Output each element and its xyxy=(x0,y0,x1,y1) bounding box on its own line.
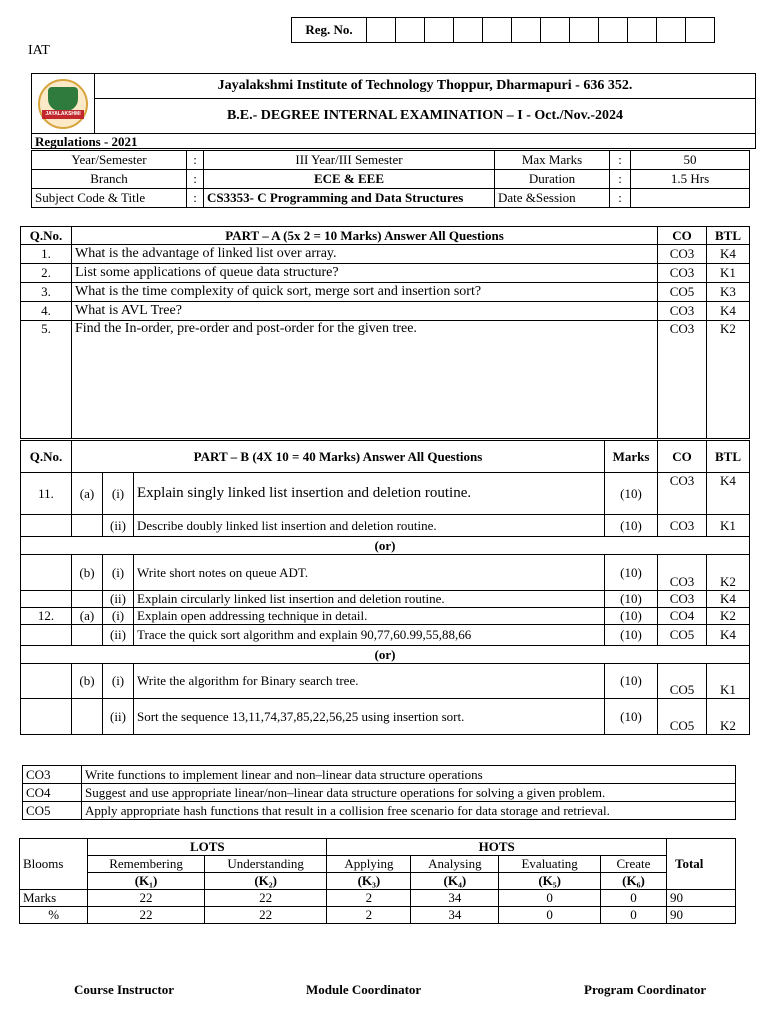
reg-no-box[interactable] xyxy=(686,18,715,43)
question-marks: (10) xyxy=(605,625,658,646)
question-text: Trace the quick sort algorithm and explain 90,77,60.99,55,88,66 xyxy=(134,625,605,646)
row-label: Marks xyxy=(20,890,88,907)
cell-value: 22 xyxy=(204,907,327,924)
cell-value: 22 xyxy=(88,890,205,907)
question-btl: K4 xyxy=(707,245,750,264)
colon: : xyxy=(187,170,204,189)
question-btl: K4 xyxy=(707,591,750,608)
colon: : xyxy=(187,151,204,170)
question-text: What is AVL Tree? xyxy=(72,302,658,321)
question-text: Find the In-order, pre-order and post-order for the given tree. xyxy=(72,321,658,439)
question-btl: K2 xyxy=(707,608,750,625)
reg-no-box[interactable] xyxy=(425,18,454,43)
cell-value: 2 xyxy=(327,907,411,924)
question-marks: (10) xyxy=(605,473,658,515)
question-btl: K2 xyxy=(707,321,750,439)
level-name: Analysing xyxy=(411,856,499,873)
question-number: 12. xyxy=(21,608,72,625)
question-number: 3. xyxy=(21,283,72,302)
question-btl: K4 xyxy=(707,625,750,646)
level-code: (K₅) xyxy=(499,873,601,890)
question-text: Explain open addressing technique in detail. xyxy=(134,608,605,625)
level-code: (K₆) xyxy=(600,873,666,890)
exam-title: B.E.- DEGREE INTERNAL EXAMINATION – I - Oct./Nov.-2024 xyxy=(95,99,756,134)
subject-label: Subject Code & Title xyxy=(32,189,187,208)
cell-value: 0 xyxy=(499,907,601,924)
part-a-table xyxy=(20,226,750,439)
question-number xyxy=(21,591,72,608)
reg-no-box[interactable] xyxy=(512,18,541,43)
question-number: 1. xyxy=(21,245,72,264)
question-number xyxy=(21,625,72,646)
question-text: What is the advantage of linked list over array. xyxy=(72,245,658,264)
table-row xyxy=(23,802,736,820)
question-part xyxy=(72,515,103,537)
question-btl: K4 xyxy=(707,302,750,321)
question-co: CO5 xyxy=(658,699,707,735)
reg-no-table xyxy=(291,17,715,43)
logo-cell xyxy=(32,74,95,134)
question-text: List some applications of queue data structure? xyxy=(72,264,658,283)
question-part: (b) xyxy=(72,555,103,591)
question-co: CO5 xyxy=(658,625,707,646)
year-value: III Year/III Semester xyxy=(204,151,495,170)
table-row xyxy=(21,555,750,591)
table-row xyxy=(21,245,750,264)
co-description: Apply appropriate hash functions that result in a collision free scenario for data storage and retrieval. xyxy=(82,802,736,820)
question-number xyxy=(21,515,72,537)
question-co: CO3 xyxy=(658,473,707,515)
table-row xyxy=(21,302,750,321)
table-row xyxy=(21,473,750,515)
regulations: Regulations - 2021 xyxy=(32,134,756,149)
question-co: CO3 xyxy=(658,591,707,608)
year-label: Year/Semester xyxy=(32,151,187,170)
institute-name: Jayalakshmi Institute of Technology Thoppur, Dharmapuri - 636 352. xyxy=(95,74,756,99)
reg-no-box[interactable] xyxy=(483,18,512,43)
table-row xyxy=(23,784,736,802)
question-text: Write the algorithm for Binary search tree. xyxy=(134,664,605,699)
question-number: 2. xyxy=(21,264,72,283)
reg-no-box[interactable] xyxy=(454,18,483,43)
reg-no-box[interactable] xyxy=(657,18,686,43)
exam-info-table xyxy=(31,150,750,208)
blooms-label: Blooms xyxy=(20,839,88,890)
row-label: % xyxy=(20,907,88,924)
btl-header: BTL xyxy=(707,441,750,473)
co-code: CO3 xyxy=(23,766,82,784)
co-description: Suggest and use appropriate linear/non–linear data structure operations for solving a given problem. xyxy=(82,784,736,802)
cell-value: 2 xyxy=(327,890,411,907)
table-row xyxy=(23,766,736,784)
question-co: CO4 xyxy=(658,608,707,625)
question-part xyxy=(72,699,103,735)
part-b-title: PART – B (4X 10 = 40 Marks) Answer All Questions xyxy=(72,441,605,473)
question-btl: K1 xyxy=(707,264,750,283)
table-row xyxy=(21,264,750,283)
total-header: Total xyxy=(667,839,736,890)
question-subpart: (ii) xyxy=(103,515,134,537)
table-row xyxy=(20,890,736,907)
cell-value: 0 xyxy=(600,907,666,924)
max-marks-label: Max Marks xyxy=(495,151,610,170)
question-text: Sort the sequence 13,11,74,37,85,22,56,25 using insertion sort. xyxy=(134,699,605,735)
question-marks: (10) xyxy=(605,699,658,735)
question-part: (a) xyxy=(72,473,103,515)
btl-header: BTL xyxy=(707,227,750,245)
date-label: Date &Session xyxy=(495,189,610,208)
reg-no-box[interactable] xyxy=(541,18,570,43)
question-number xyxy=(21,664,72,699)
or-separator: (or) xyxy=(21,537,750,555)
program-coordinator-signature: Program Coordinator xyxy=(584,982,707,997)
level-name: Evaluating xyxy=(499,856,601,873)
level-code: (K₂) xyxy=(204,873,327,890)
cell-total: 90 xyxy=(667,890,736,907)
table-row xyxy=(21,321,750,439)
question-number: 5. xyxy=(21,321,72,439)
or-separator: (or) xyxy=(21,646,750,664)
co-header: CO xyxy=(658,441,707,473)
level-name: Applying xyxy=(327,856,411,873)
reg-no-box[interactable] xyxy=(396,18,425,43)
module-coordinator-signature: Module Coordinator xyxy=(306,982,422,997)
question-part: (a) xyxy=(72,608,103,625)
question-btl: K4 xyxy=(707,473,750,515)
question-co: CO3 xyxy=(658,302,707,321)
question-co: CO3 xyxy=(658,555,707,591)
reg-no-box[interactable] xyxy=(367,18,396,43)
institution-header xyxy=(31,73,756,149)
question-subpart: (ii) xyxy=(103,591,134,608)
duration-label: Duration xyxy=(495,170,610,189)
max-marks-value: 50 xyxy=(631,151,750,170)
question-subpart: (ii) xyxy=(103,625,134,646)
colon: : xyxy=(610,151,631,170)
cell-value: 34 xyxy=(411,890,499,907)
co-code: CO5 xyxy=(23,802,82,820)
reg-no-box[interactable] xyxy=(628,18,657,43)
cell-total: 90 xyxy=(667,907,736,924)
question-part: (b) xyxy=(72,664,103,699)
question-btl: K1 xyxy=(707,515,750,537)
co-description: Write functions to implement linear and non–linear data structure operations xyxy=(82,766,736,784)
question-marks: (10) xyxy=(605,591,658,608)
course-instructor-signature: Course Instructor xyxy=(74,982,175,997)
table-row xyxy=(20,907,736,924)
cell-value: 34 xyxy=(411,907,499,924)
table-row xyxy=(21,608,750,625)
cell-value: 0 xyxy=(600,890,666,907)
level-code: (K₃) xyxy=(327,873,411,890)
level-name: Remembering xyxy=(88,856,205,873)
date-value xyxy=(631,189,750,208)
table-row xyxy=(21,699,750,735)
question-text: What is the time complexity of quick sort, merge sort and insertion sort? xyxy=(72,283,658,302)
question-text: Write short notes on queue ADT. xyxy=(134,555,605,591)
branch-value: ECE & EEE xyxy=(204,170,495,189)
question-marks: (10) xyxy=(605,608,658,625)
question-marks: (10) xyxy=(605,555,658,591)
colon: : xyxy=(610,170,631,189)
question-subpart: (i) xyxy=(103,555,134,591)
question-btl: K1 xyxy=(707,664,750,699)
subject-value: CS3353- C Programming and Data Structures xyxy=(204,189,495,208)
question-marks: (10) xyxy=(605,515,658,537)
qno-header: Q.No. xyxy=(21,227,72,245)
level-name: Understanding xyxy=(204,856,327,873)
question-subpart: (ii) xyxy=(103,699,134,735)
colon: : xyxy=(610,189,631,208)
question-subpart: (i) xyxy=(103,473,134,515)
qno-header: Q.No. xyxy=(21,441,72,473)
exam-tag: IAT xyxy=(28,43,50,58)
question-co: CO3 xyxy=(658,321,707,439)
question-subpart: (i) xyxy=(103,664,134,699)
question-text: Explain singly linked list insertion and deletion routine. xyxy=(134,473,605,515)
level-name: Create xyxy=(600,856,666,873)
question-btl: K2 xyxy=(707,699,750,735)
hots-header: HOTS xyxy=(327,839,667,856)
table-row xyxy=(21,591,750,608)
part-a-title: PART – A (5x 2 = 10 Marks) Answer All Questions xyxy=(72,227,658,245)
level-code: (K₁) xyxy=(88,873,205,890)
question-co: CO5 xyxy=(658,664,707,699)
question-number: 11. xyxy=(21,473,72,515)
part-b-table xyxy=(20,440,750,735)
marks-header: Marks xyxy=(605,441,658,473)
duration-value: 1.5 Hrs xyxy=(631,170,750,189)
question-marks: (10) xyxy=(605,664,658,699)
question-number xyxy=(21,555,72,591)
colon: : xyxy=(187,189,204,208)
table-row xyxy=(21,625,750,646)
co-code: CO4 xyxy=(23,784,82,802)
question-co: CO5 xyxy=(658,283,707,302)
branch-label: Branch xyxy=(32,170,187,189)
table-row xyxy=(21,515,750,537)
table-row xyxy=(21,664,750,699)
cell-value: 22 xyxy=(88,907,205,924)
course-outcomes-table xyxy=(22,765,736,820)
blooms-table xyxy=(19,838,736,924)
question-co: CO3 xyxy=(658,264,707,283)
question-subpart: (i) xyxy=(103,608,134,625)
table-row xyxy=(21,283,750,302)
question-part xyxy=(72,591,103,608)
cell-value: 22 xyxy=(204,890,327,907)
question-part xyxy=(72,625,103,646)
cell-value: 0 xyxy=(499,890,601,907)
reg-no-box[interactable] xyxy=(570,18,599,43)
institute-logo-icon: JAYALAKSHMI xyxy=(38,79,88,129)
question-number xyxy=(21,699,72,735)
question-number: 4. xyxy=(21,302,72,321)
lots-header: LOTS xyxy=(88,839,327,856)
question-co: CO3 xyxy=(658,245,707,264)
question-text: Describe doubly linked list insertion and deletion routine. xyxy=(134,515,605,537)
reg-no-box[interactable] xyxy=(599,18,628,43)
question-co: CO3 xyxy=(658,515,707,537)
level-code: (K₄) xyxy=(411,873,499,890)
co-header: CO xyxy=(658,227,707,245)
reg-no-label: Reg. No. xyxy=(292,18,367,43)
question-btl: K2 xyxy=(707,555,750,591)
question-text: Explain circularly linked list insertion and deletion routine. xyxy=(134,591,605,608)
question-btl: K3 xyxy=(707,283,750,302)
